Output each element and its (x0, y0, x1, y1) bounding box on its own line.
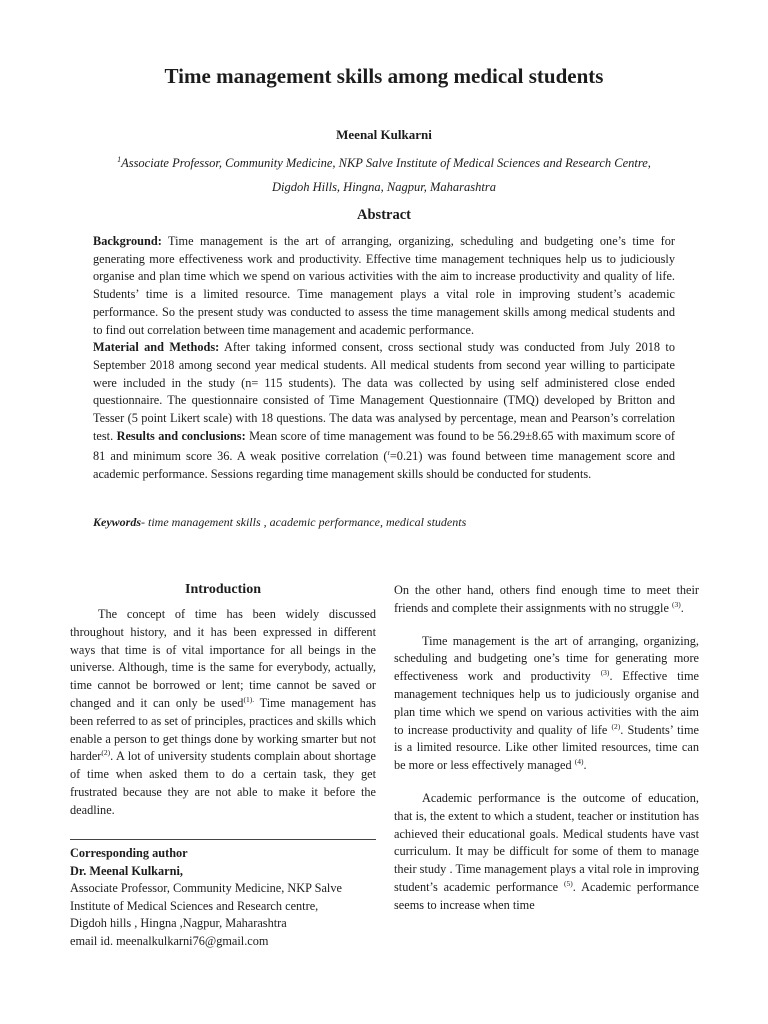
intro-p2-text-b: . (680, 600, 684, 615)
intro-p2-text-a: On the other hand, others find enough time to meet their friends and complete their assignments with no struggle (394, 583, 699, 615)
intro-p3-text-a: Time management is the art of arranging, organizing, scheduling and budgeting one’s time for generating more effectiveness work and productivity (394, 633, 699, 684)
affiliation-line-2: Digdoh Hills, Hingna, Nagpur, Maharashtra (272, 180, 496, 195)
author-name: Meenal Kulkarni (336, 127, 432, 142)
abstract-body (93, 233, 675, 484)
reference-5: (5) (564, 878, 573, 888)
reference-2: (2) (101, 748, 111, 758)
right-column (394, 582, 699, 915)
reference-2b: (2) (611, 721, 621, 731)
abstract-results-text-1: Mean score of time management was found to be 56.29±8.65 with maximum score of 81 and minimum score 36. A weak positive correlation ( (93, 428, 675, 464)
abstract-results-label: Results and conclusions: (116, 428, 246, 443)
abstract-heading: Abstract (357, 207, 411, 223)
keywords (93, 515, 675, 530)
affiliation-marker: 1 (117, 155, 122, 164)
corresponding-author-line-2: Institute of Medical Sciences and Research centre, (70, 898, 319, 913)
intro-p4-text-b: . Academic performance seems to increase when time (394, 879, 700, 912)
abstract-background-label: Background: (93, 234, 162, 248)
footnote-divider (70, 839, 376, 840)
keywords-text: - time management skills , academic performance, medical students (141, 515, 467, 529)
reference-3b: (3) (600, 668, 610, 678)
keywords-label: Keywords (93, 515, 141, 529)
intro-p3-text-d: . (583, 758, 587, 773)
corresponding-author-email: email id. meenalkulkarni76@gmail.com (70, 933, 269, 948)
intro-p1-text-b: Time management has been referred to as set of principles, practices and skills which enable a person to get things done by working smarter but not harder (70, 695, 376, 764)
left-column (70, 580, 376, 820)
paper-title: Time management skills among medical students (164, 64, 604, 88)
corresponding-author-name: Dr. Meenal Kulkarni, (70, 863, 183, 878)
corresponding-author-line-1: Associate Professor, Community Medicine, NKP Salve (70, 881, 342, 896)
corresponding-author-block (70, 845, 390, 951)
abstract-background-text: Time management is the art of arranging, organizing, scheduling and budgeting one’s time for generating more effectiveness work and productivity. Effective time management techniques help us to judiciously organise and plan time which we spend on various activities with the aim to increase productivity and quality of life. Students’ time is a limited resource. Time management plays a vital role in improving student’s academic performance. So the present study was conducted to assess the time management skills among medical students and to find out correlation between time management and academic performance. (93, 234, 675, 337)
intro-paragraph-4 (394, 790, 699, 915)
introduction-heading: Introduction (185, 582, 261, 597)
reference-4: (4) (574, 757, 584, 767)
intro-paragraph-1 (70, 606, 376, 820)
paragraph-gap (394, 775, 699, 790)
intro-paragraph-2 (394, 582, 699, 618)
intro-p3-text-c: . Students’ time is a limited resource. Like other limited resources, time can be more or less effectively managed (394, 722, 699, 773)
intro-paragraph-3 (394, 633, 699, 775)
reference-3: (3) (672, 599, 681, 609)
paragraph-gap (394, 618, 699, 633)
abstract-methods-text: After taking informed consent, cross sectional study was conducted from July 2018 to September 2018 among second year medical students. All medical students from second year willing to participate were included in the study (n= 115 students). The data was collected by using self administered close ended questionnaire. The questionnaire consisted of Time Management Questionnaire (TMQ) developed by Britton and Tesser (5 point Likert scale) with 18 questions. The data was analysed by percentage, mean and Pearson’s correlation test. (93, 340, 675, 443)
affiliation-line-1: Associate Professor, Community Medicine, NKP Salve Institute of Medical Sciences and Research Centre, (121, 156, 651, 171)
intro-p4-text-a: Academic performance is the outcome of education, that is, the extent to which a student, teacher or institution has achieved their educational goals. Medical students have vast curriculum. It may be difficult for some of them to manage their study . Time management plays a vital role in improving student’s academic performance (394, 790, 699, 894)
abstract-methods-label: Material and Methods: (93, 340, 220, 355)
abstract-correlation-symbol: r (387, 449, 390, 458)
corresponding-author-heading: Corresponding author (70, 846, 188, 860)
intro-p1-text-a: The concept of time has been widely discussed throughout history, and it has been expressed in different ways that time is of vital importance for all beings in the universe. Although, time is the same for everybody, actually, time cannot be borrowed or lent; time cannot be saved or changed and it can only be used (70, 607, 376, 710)
abstract-results-text-2: =0.21) was found between time management score and academic performance. Sessions regarding time management skills should be conducted for students. (93, 449, 675, 482)
intro-p3-text-b: . Effective time management techniques help us to judiciously organise and plan time which we spend on various activities with the aim to increase productivity and quality of life (394, 669, 699, 737)
corresponding-author-line-3: Digdoh hills , Hingna ,Nagpur, Maharashtra (70, 916, 287, 931)
reference-1: (1). (243, 694, 255, 704)
intro-p1-text-c: . A lot of university students complain about shortage of time when asked them to do a certain task, they get frustrated because they are not able to make it before the deadline. (70, 749, 376, 817)
author-affiliation (84, 148, 684, 199)
